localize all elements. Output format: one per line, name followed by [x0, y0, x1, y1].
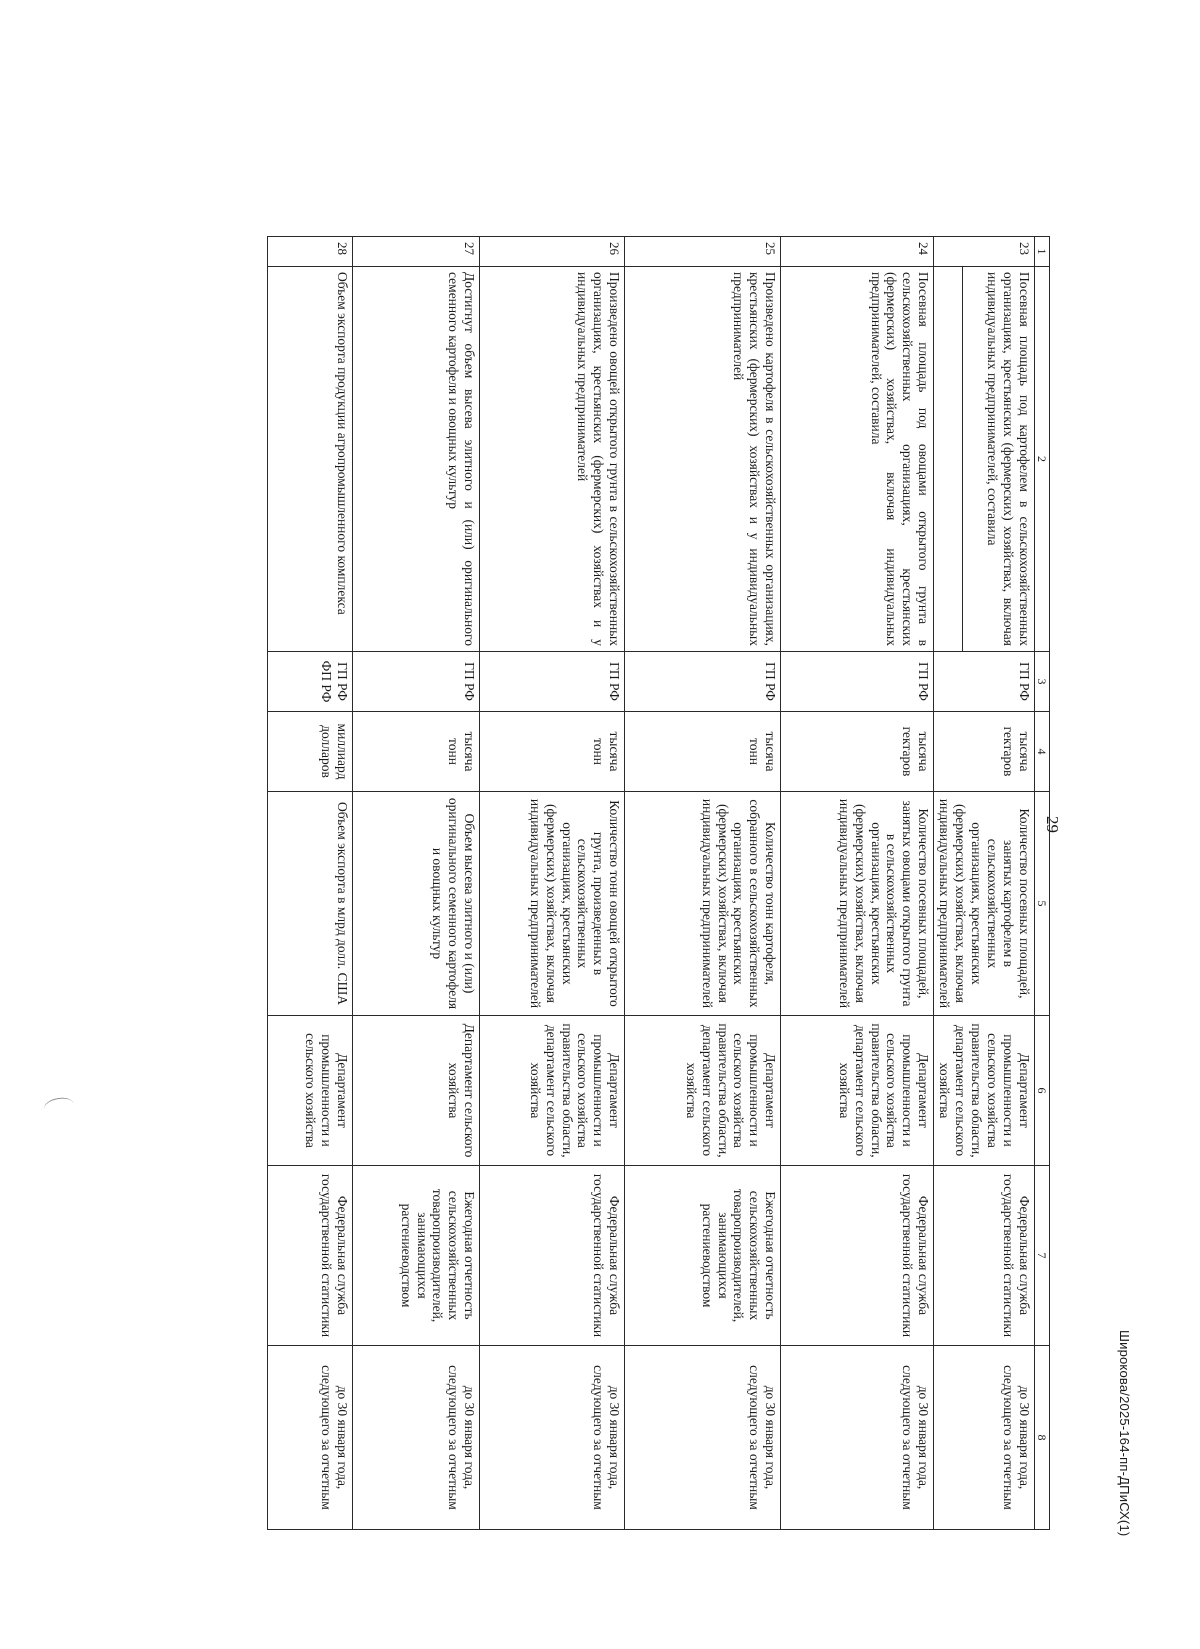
- deadline: до 30 января года, следующего за отчетным: [625, 1346, 781, 1530]
- page-number: 29: [1043, 816, 1062, 833]
- indicator-definition: Объем высева элитного и (или) оригинального семенного картофеля и овощных культур: [353, 792, 480, 1016]
- indicator-name: Объем экспорта продукции агропромышленного комплекса: [268, 267, 353, 652]
- document-reference: Широкова/2025-164-пп-ДПиСХ(1): [1117, 1330, 1132, 1537]
- indicator-definition: Количество посевных площадей, занятых овощами открытого грунта в сельскохозяйственных организациях, крестьянских (фермерских) хозяйствах, включая индивидуальных предпринимателей: [781, 792, 934, 1016]
- table-row: [625, 237, 781, 1530]
- unit: тысяча тонн: [625, 712, 781, 792]
- data-source: Федеральная служба государственной статистики: [480, 1166, 625, 1346]
- column-header: 5: [1034, 792, 1049, 1016]
- indicator-name: Произведено овощей открытого грунта в сельскохозяйственных организациях, крестьянских (фермерских) хозяйствах и у индивидуальных предпринимателей: [480, 267, 625, 652]
- deadline: до 30 января года, следующего за отчетным: [268, 1346, 353, 1530]
- table-row: [781, 237, 934, 1530]
- column-header: 4: [1034, 712, 1049, 792]
- column-header: 6: [1034, 1016, 1049, 1166]
- unit: тысяча гектаров: [781, 712, 934, 792]
- column-header: 3: [1034, 652, 1049, 712]
- row-number: 26: [480, 237, 625, 267]
- indicators-table: [267, 236, 1050, 1530]
- indicator-name: Посевная площадь под овощами открытого грунта в сельскохозяйственных организациях, крестьянских (фермерских) хозяйствах, включая индивидуальных предпринимателей, составила: [781, 267, 934, 652]
- data-source: Федеральная служба государственной статистики: [268, 1166, 353, 1346]
- indicator-definition: Количество посевных площадей, занятых картофелем в сельскохозяйственных организациях, крестьянских (фермерских) хозяйствах, включая индивидуальных предпринимателей: [934, 792, 1035, 1016]
- indicator-definition: Количество тонн картофеля, собранного в сельскохозяйственных организациях, крестьянских (фермерских) хозяйствах, включая индивидуальных предпринимателей: [625, 792, 781, 1016]
- data-source: Ежегодная отчетность сельскохозяйственных товаропроизводителей, занимающихся растениеводством: [353, 1166, 480, 1346]
- column-header: 2: [1034, 267, 1049, 652]
- deadline: до 30 января года, следующего за отчетным: [353, 1346, 480, 1530]
- column-header: 7: [1034, 1166, 1049, 1346]
- responsible-body: Департамент промышленности и сельского хозяйства правительства области, департамент сельского хозяйства: [480, 1016, 625, 1166]
- table-row: [962, 237, 1034, 1530]
- indicator-name: Посевная площадь под картофелем в сельскохозяйственных организациях, крестьянских (фермерских) хозяйствах, включая индивидуальных предпринимателей, составила: [962, 267, 1034, 652]
- indicator-name: Достигнут объем высева элитного и (или) оригинального семенного картофеля и овощных культур: [353, 267, 480, 652]
- source-code: ГП РФ ФП РФ: [268, 652, 353, 712]
- table-row: [268, 237, 353, 1530]
- row-number: 27: [353, 237, 480, 267]
- deadline: до 30 января года, следующего за отчетным: [781, 1346, 934, 1530]
- column-header: 1: [1034, 237, 1049, 267]
- deadline: до 30 января года, следующего за отчетным: [934, 1346, 1035, 1530]
- unit: миллиард долларов: [268, 712, 353, 792]
- unit: тысяча гектаров: [934, 712, 1035, 792]
- data-source: Федеральная служба государственной статистики: [934, 1166, 1035, 1346]
- unit: тысяча тонн: [480, 712, 625, 792]
- row-number: 23: [934, 237, 1035, 267]
- responsible-body: Департамент промышленности и сельского хозяйства правительства области, департамент сельского хозяйства: [781, 1016, 934, 1166]
- data-source: Ежегодная отчетность сельскохозяйственных товаропроизводителей, занимающихся растениеводством: [625, 1166, 781, 1346]
- source-code: ГП РФ: [781, 652, 934, 712]
- row-number: 28: [268, 237, 353, 267]
- indicator-name: Произведено картофеля в сельскохозяйственных организациях, крестьянских (фермерских) хозяйствах и у индивидуальных предпринимателей: [625, 267, 781, 652]
- row-number: 25: [625, 237, 781, 267]
- empty-cell: [934, 267, 962, 652]
- responsible-body: Департамент промышленности и сельского хозяйства правительства области, департамент сельского хозяйства: [934, 1016, 1035, 1166]
- source-code: ГП РФ: [353, 652, 480, 712]
- unit: тысяча тонн: [353, 712, 480, 792]
- responsible-body: Департамент сельского хозяйства: [353, 1016, 480, 1166]
- responsible-body: Департамент промышленности и сельского хозяйства: [268, 1016, 353, 1166]
- source-code: ГП РФ: [480, 652, 625, 712]
- source-code: ГП РФ: [934, 652, 1035, 712]
- data-source: Федеральная служба государственной статистики: [781, 1166, 934, 1346]
- deadline: до 30 января года, следующего за отчетным: [480, 1346, 625, 1530]
- indicator-definition: Количество тонн овощей открытого грунта, произведенных в сельскохозяйственных организациях, крестьянских (фермерских) хозяйствах, включая индивидуальных предпринимателей: [480, 792, 625, 1016]
- source-code: ГП РФ: [625, 652, 781, 712]
- header-row: [1034, 237, 1049, 1530]
- column-header: 8: [1034, 1346, 1049, 1530]
- scan-mark: [43, 1096, 75, 1118]
- indicator-definition: Объем экспорта в млрд долл. США: [268, 792, 353, 1016]
- table-row: [480, 237, 625, 1530]
- responsible-body: Департамент промышленности и сельского хозяйства правительства области, департамент сельского хозяйства: [625, 1016, 781, 1166]
- table-row: [353, 237, 480, 1530]
- row-number: 24: [781, 237, 934, 267]
